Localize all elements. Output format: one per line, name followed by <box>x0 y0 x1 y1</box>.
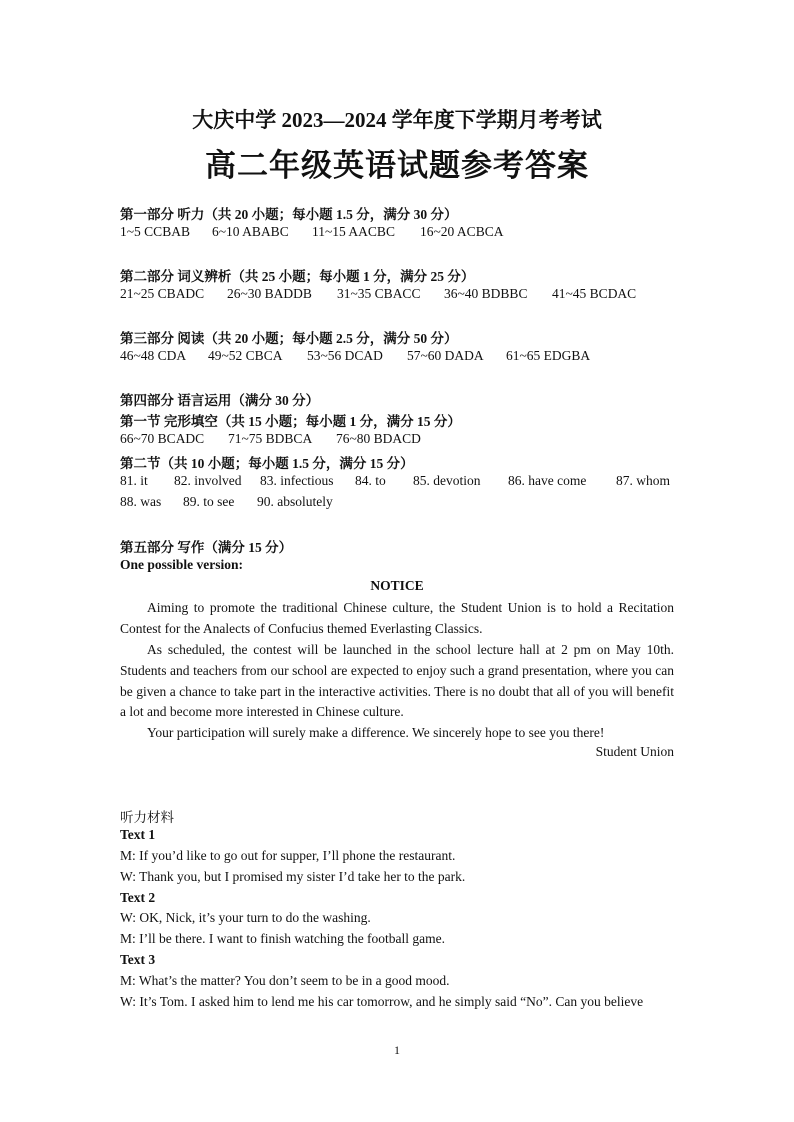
answer-item: 86. have come <box>508 473 587 488</box>
dialogue-line: M: What’s the matter? You don’t seem to be in a good mood. <box>120 973 450 988</box>
text3-label: Text 3 <box>120 952 156 967</box>
answer-group: 41~45 BCDAC <box>552 286 637 301</box>
answer-group: 71~75 BDBCA <box>228 431 313 446</box>
answer-item: 87. whom <box>616 473 670 488</box>
part4-section2-heading: 第二节（共 10 小题；每小题 1.5 分，满分 15 分） <box>120 456 414 471</box>
dialogue-line: W: It’s Tom. I asked him to lend me his car tomorrow, and he simply said “No”. Can you believe <box>120 994 644 1009</box>
answer-group: 16~20 ACBCA <box>420 224 504 239</box>
part3-answers <box>120 348 590 364</box>
answer-group: 49~52 CBCA <box>208 348 283 363</box>
essay-signature: Student Union <box>595 744 674 759</box>
part2-heading: 第二部分 词义辨析（共 25 小题；每小题 1 分，满分 25 分） <box>120 269 475 284</box>
essay-paragraph-2: As scheduled, the contest will be launched in the school lecture hall at 2 pm on May 10th. Students and teachers from our school are expected to enjoy such a grand presentation, where you can be given a chance to take part in the interactive activities. There is no doubt that all of you will benefit a lot and become more interested in Chinese culture. <box>120 642 674 720</box>
dialogue-line: W: OK, Nick, it’s your turn to do the washing. <box>120 910 371 925</box>
part3-heading: 第三部分 阅读（共 20 小题；每小题 2.5 分，满分 50 分） <box>120 331 458 346</box>
part4-heading: 第四部分 语言运用（满分 30 分） <box>120 393 320 408</box>
essay-paragraph-3: Your participation will surely make a difference. We sincerely hope to see you there! <box>147 725 605 740</box>
dialogue-line: M: If you’d like to go out for supper, I’ll phone the restaurant. <box>120 848 456 863</box>
answer-group: 53~56 DCAD <box>307 348 383 363</box>
answer-group: 31~35 CBACC <box>337 286 421 301</box>
part4-section2-row1 <box>120 473 670 489</box>
answer-item: 88. was <box>120 494 162 509</box>
answer-item: 82. involved <box>174 473 242 488</box>
text2-label: Text 2 <box>120 890 156 905</box>
answer-group: 11~15 AACBC <box>312 224 395 239</box>
dialogue-line: W: Thank you, but I promised my sister I’d take her to the park. <box>120 869 466 884</box>
part4-section1-heading: 第一节 完形填空（共 15 小题；每小题 1 分，满分 15 分） <box>120 414 461 429</box>
answer-item: 81. it <box>120 473 148 488</box>
part5-heading: 第五部分 写作（满分 15 分） <box>120 540 293 555</box>
answer-key-title: 高二年级英语试题参考答案 <box>205 148 589 183</box>
answer-group: 66~70 BCADC <box>120 431 205 446</box>
part1-heading: 第一部分 听力（共 20 小题；每小题 1.5 分，满分 30 分） <box>120 207 458 222</box>
answer-item: 85. devotion <box>413 473 481 488</box>
answer-group: 61~65 EDGBA <box>506 348 591 363</box>
answer-item: 90. absolutely <box>257 494 333 509</box>
notice-title: NOTICE <box>370 578 424 593</box>
part4-section1-answers <box>120 431 421 447</box>
part1-answers <box>120 224 503 240</box>
exam-title: 大庆中学 2023—2024 学年度下学期月考考试 <box>192 108 602 132</box>
answer-item: 84. to <box>355 473 386 488</box>
answer-item: 83. infectious <box>260 473 334 488</box>
answer-item: 89. to see <box>183 494 235 509</box>
answer-group: 36~40 BDBBC <box>444 286 528 301</box>
essay-paragraph-1: Aiming to promote the traditional Chinese culture, the Student Union is to hold a Recitation Contest for the Analects of Confucius themed Everlasting Classics. <box>120 600 674 636</box>
part2-answers <box>120 286 636 302</box>
page-number: 1 <box>394 1043 400 1057</box>
answer-group: 21~25 CBADC <box>120 286 205 301</box>
answer-group: 76~80 BDACD <box>336 431 421 446</box>
version-label: One possible version: <box>120 557 244 572</box>
answer-group: 6~10 ABABC <box>212 224 289 239</box>
answer-group: 1~5 CCBAB <box>120 224 190 239</box>
part4-section2-row2 <box>120 494 333 510</box>
answer-group: 57~60 DADA <box>407 348 484 363</box>
answer-group: 46~48 CDA <box>120 348 187 363</box>
listening-heading: 听力材料 <box>120 810 174 825</box>
text1-label: Text 1 <box>120 827 156 842</box>
dialogue-line: M: I’ll be there. I want to finish watching the football game. <box>120 931 446 946</box>
answer-group: 26~30 BADDB <box>227 286 312 301</box>
